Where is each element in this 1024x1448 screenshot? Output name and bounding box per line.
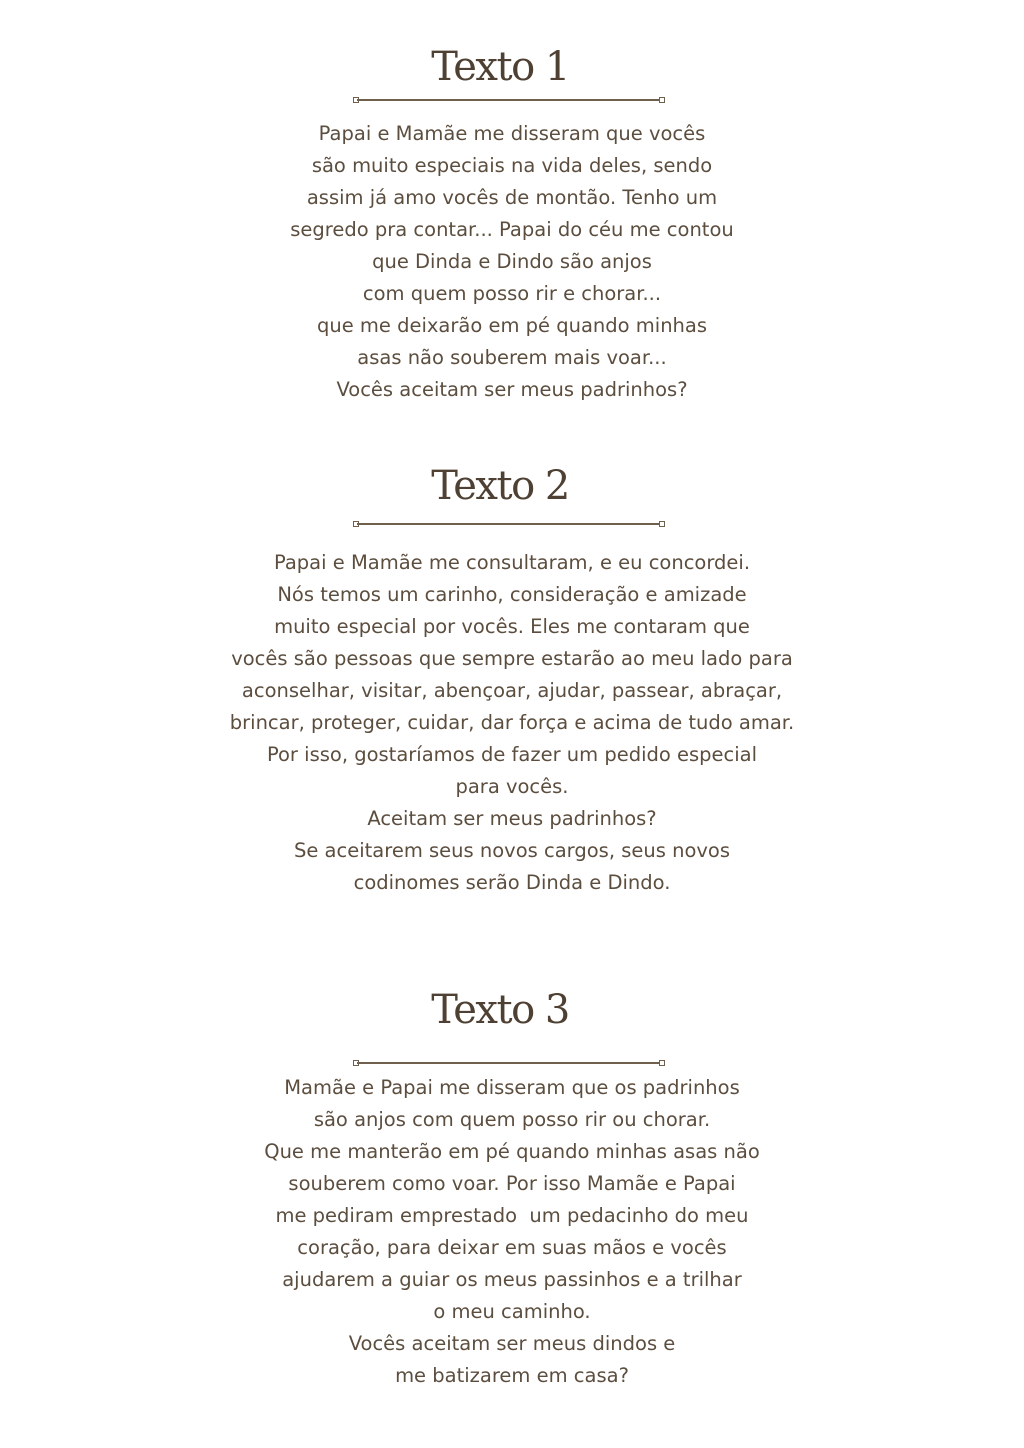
text-line: que Dinda e Dindo são anjos — [372, 250, 652, 273]
text-line: muito especial por vocês. Eles me contaram que — [274, 615, 750, 638]
text-line: o meu caminho. — [433, 1300, 591, 1323]
text-line: assim já amo vocês de montão. Tenho um — [306, 186, 718, 209]
text-line: coração, para deixar em suas mãos e vocês — [297, 1236, 727, 1259]
text-line: Vocês aceitam ser meus dindos e — [348, 1332, 676, 1355]
text-line: souberem como voar. Por isso Mamãe e Papai — [288, 1172, 736, 1195]
text-line: Se aceitarem seus novos cargos, seus novos — [293, 839, 731, 862]
text-line: Que me manterão em pé quando minhas asas não — [264, 1140, 760, 1163]
text-line: são anjos com quem posso rir ou chorar. — [313, 1108, 711, 1131]
text-line: asas não souberem mais voar... — [357, 346, 667, 369]
text-line: Por isso, gostaríamos de fazer um pedido especial — [266, 743, 758, 766]
text-line: são muito especiais na vida deles, sendo — [311, 154, 713, 177]
ornamental-divider — [353, 1059, 665, 1067]
divider-line — [357, 1062, 661, 1064]
text-line: brincar, proteger, cuidar, dar força e acima de tudo amar. — [229, 711, 795, 734]
section-title: Texto 2 — [431, 463, 569, 509]
text-line: Nós temos um carinho, consideração e amizade — [277, 583, 747, 606]
text-line: codinomes serão Dinda e Dindo. — [353, 871, 671, 894]
section-title: Texto 3 — [431, 987, 569, 1033]
text-line: para vocês. — [455, 775, 569, 798]
text-line: Mamãe e Papai me disseram que os padrinhos — [284, 1076, 740, 1099]
section-body — [0, 1072, 1024, 1392]
text-line: Papai e Mamãe me disseram que vocês — [318, 122, 706, 145]
divider-end-square — [659, 1060, 665, 1066]
text-line: Aceitam ser meus padrinhos? — [367, 807, 657, 830]
text-line: com quem posso rir e chorar... — [362, 282, 662, 305]
text-line: Vocês aceitam ser meus padrinhos? — [336, 378, 688, 401]
text-line: me pediram emprestado um pedacinho do meu — [275, 1204, 749, 1227]
section-title: Texto 1 — [431, 44, 569, 90]
text-line: que me deixarão em pé quando minhas — [316, 314, 708, 337]
divider-line — [357, 99, 661, 101]
text-line: vocês são pessoas que sempre estarão ao meu lado para — [231, 647, 793, 670]
text-line: me batizarem em casa? — [395, 1364, 629, 1387]
section-body — [0, 118, 1024, 406]
text-line: aconselhar, visitar, abençoar, ajudar, passear, abraçar, — [241, 679, 783, 702]
divider-end-square — [659, 97, 665, 103]
ornamental-divider — [353, 520, 665, 528]
ornamental-divider — [353, 96, 665, 104]
text-line: Papai e Mamãe me consultaram, e eu concordei. — [273, 551, 751, 574]
section-body — [0, 547, 1024, 899]
text-line: ajudarem a guiar os meus passinhos e a trilhar — [282, 1268, 742, 1291]
text-line: segredo pra contar... Papai do céu me contou — [290, 218, 734, 241]
divider-line — [357, 523, 661, 525]
divider-end-square — [659, 521, 665, 527]
